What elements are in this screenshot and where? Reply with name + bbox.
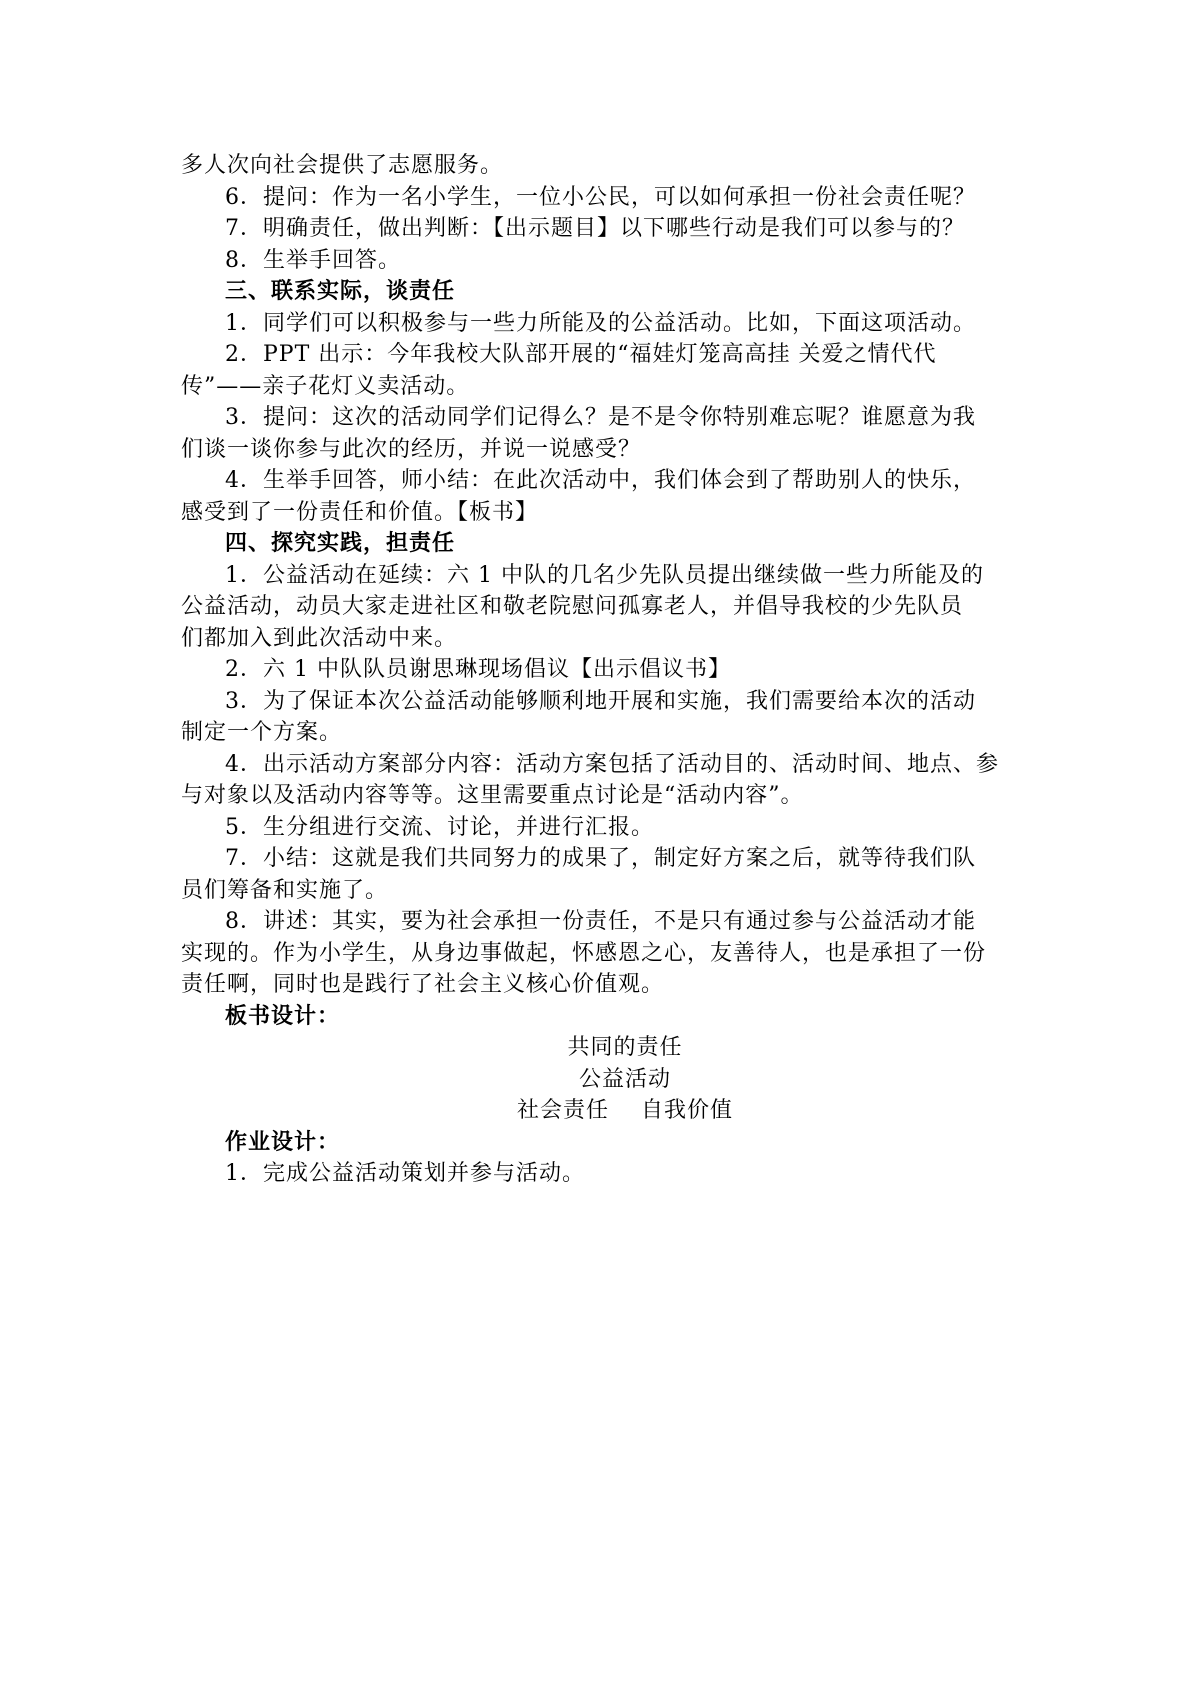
paragraph-line: 们都加入到此次活动中来。	[181, 625, 458, 651]
paragraph-line: 公益活动，动员大家走进社区和敬老院慰问孤寡老人，并倡导我校的少先队员	[181, 594, 964, 619]
paragraph-line: 员们筹备和实施了。	[181, 877, 389, 903]
board-line-2: 公益活动	[578, 1066, 671, 1092]
paragraph-line: 4．出示活动方案部分内容：活动方案包括了活动目的、活动时间、地点、参	[225, 751, 999, 777]
paragraph-line: 2．六 1 中队队员谢思琳现场倡议【出示倡议书】	[225, 657, 731, 682]
paragraph-line: 责任啊，同时也是践行了社会主义核心价值观。	[181, 972, 665, 997]
board-line-1: 共同的责任	[567, 1035, 683, 1060]
paragraph-line: 7．明确责任，做出判断：【出示题目】以下哪些行动是我们可以参与的？	[225, 216, 965, 241]
paragraph-line: 3．为了保证本次公益活动能够顺利地开展和实施，我们需要给本次的活动	[225, 688, 976, 714]
paragraph-line: 多人次向社会提供了志愿服务。	[181, 153, 504, 178]
document-page	[181, 150, 1013, 1190]
paragraph-line: 4．生举手回答，师小结：在此次活动中，我们体会到了帮助别人的快乐，	[225, 468, 976, 493]
paragraph-line: 8．生举手回答。	[225, 247, 401, 273]
board-design	[181, 1032, 1013, 1127]
board-line-3: 社会责任 自我价值	[517, 1098, 733, 1123]
homework-item: 1．完成公益活动策划并参与活动。	[225, 1161, 585, 1186]
paragraph-line: 6．提问：作为一名小学生，一位小公民，可以如何承担一份社会责任呢？	[225, 184, 976, 210]
paragraph-line: 7．小结：这就是我们共同努力的成果了，制定好方案之后，就等待我们队	[225, 846, 976, 871]
paragraph-line: 1．同学们可以积极参与一些力所能及的公益活动。比如，下面这项活动。	[225, 310, 976, 336]
paragraph-line: 5．生分组进行交流、讨论，并进行汇报。	[225, 814, 654, 840]
paragraph-line: 与对象以及活动内容等等。这里需要重点讨论是“活动内容”。	[181, 783, 804, 808]
paragraph-line: 3．提问：这次的活动同学们记得么？是不是令你特别难忘呢？谁愿意为我	[225, 405, 976, 430]
paragraph-line: 制定一个方案。	[181, 720, 343, 745]
paragraph-line: 8．讲述：其实，要为社会承担一份责任，不是只有通过参与公益活动才能	[225, 909, 976, 934]
paragraph-line: 1．公益活动在延续：六 1 中队的几名少先队员提出继续做一些力所能及的	[225, 562, 984, 588]
body-text	[181, 150, 1013, 1032]
section-heading: 板书设计：	[225, 1002, 341, 1029]
paragraph-line: 实现的。作为小学生，从身边事做起，怀感恩之心，友善待人，也是承担了一份	[181, 940, 987, 966]
paragraph-line: 传”——亲子花灯义卖活动。	[181, 373, 470, 399]
paragraph-line: 们谈一谈你参与此次的经历，并说一说感受？	[181, 436, 642, 462]
section-heading: 四、探究实践，担责任	[225, 530, 456, 556]
paragraph-line: 2．PPT 出示：今年我校大队部开展的“福娃灯笼高高挂 关爱之情代代	[225, 342, 937, 367]
paragraph-line: 感受到了一份责任和价值。【板书】	[181, 499, 539, 525]
section-heading: 三、联系实际，谈责任	[225, 278, 456, 304]
homework-heading: 作业设计：	[225, 1128, 341, 1155]
